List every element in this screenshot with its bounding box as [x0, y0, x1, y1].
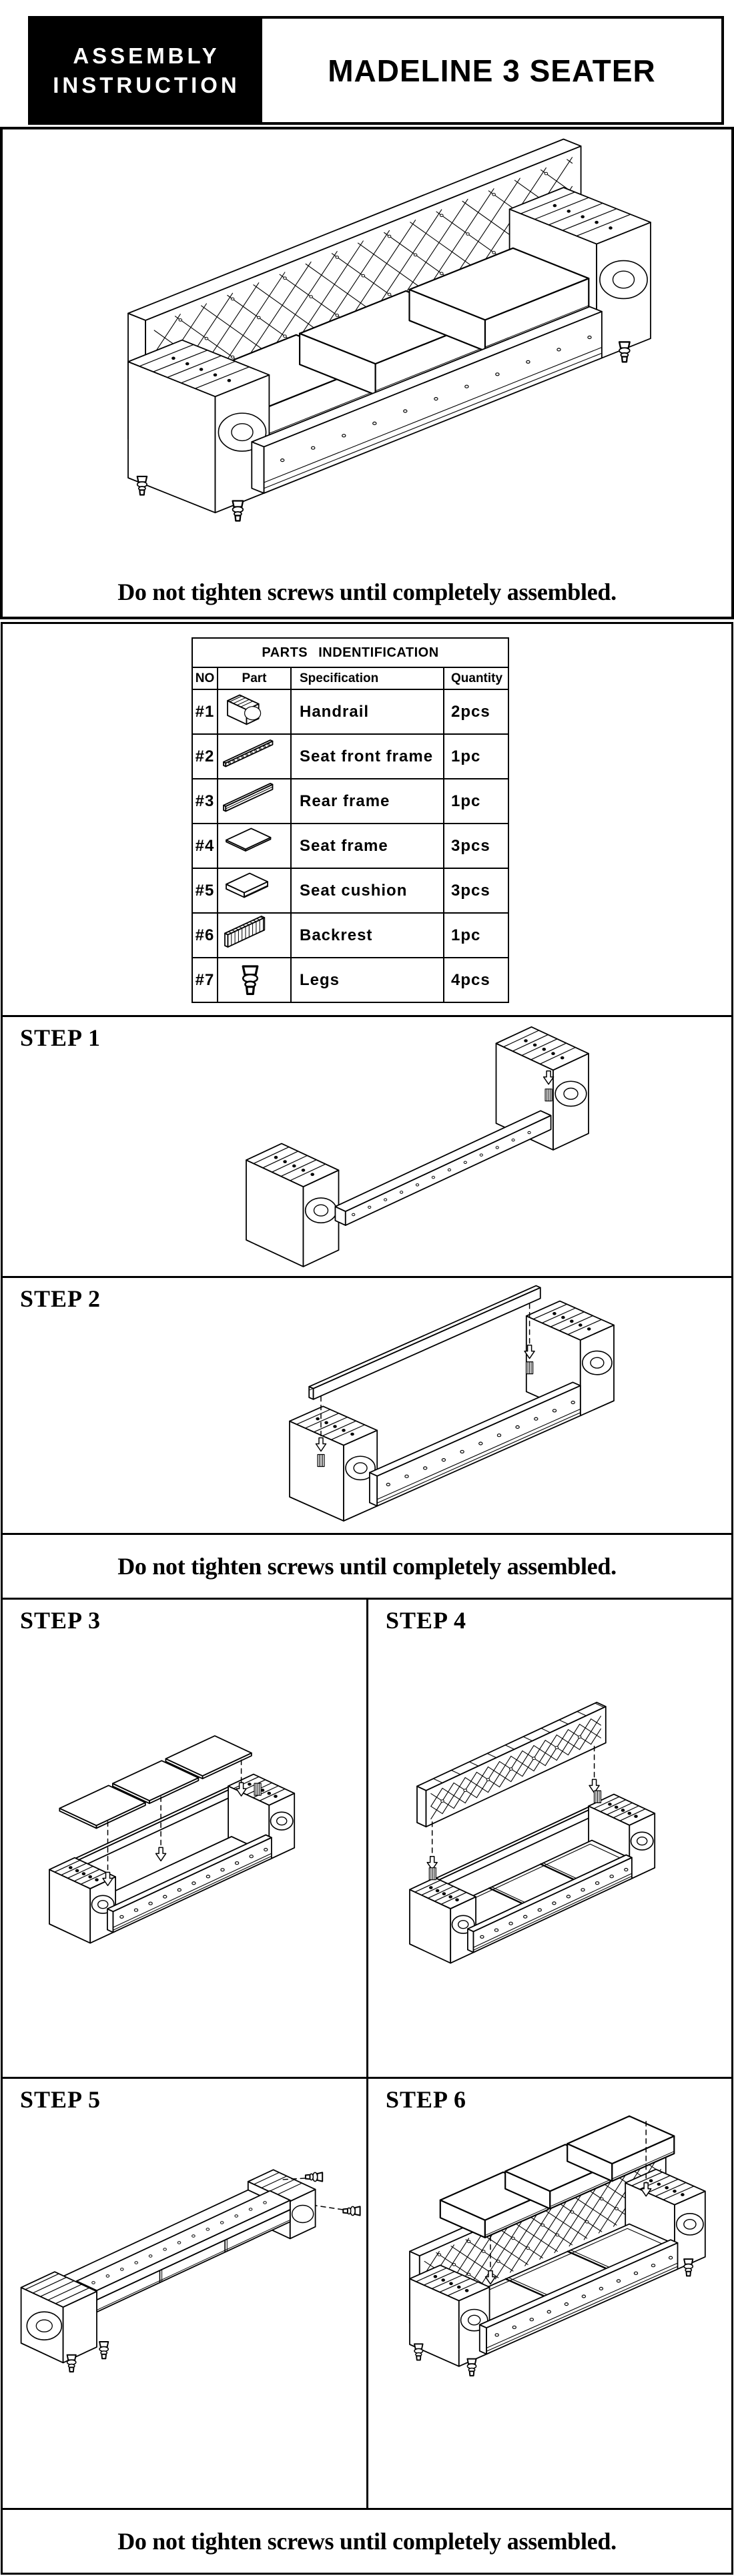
warning-band-bottom — [1, 2508, 733, 2575]
step5-label: STEP 5 — [20, 2086, 101, 2113]
step1-label: STEP 1 — [20, 1024, 101, 1051]
part-no: #7 — [192, 958, 218, 1002]
part-specification: Seat frame — [291, 824, 444, 868]
step3-label: STEP 3 — [20, 1607, 101, 1634]
part-quantity: 3pcs — [444, 824, 508, 868]
part-specification: Seat front frame — [291, 734, 444, 779]
part-quantity: 3pcs — [444, 868, 508, 913]
part-icon-cell — [218, 958, 291, 1002]
seat-frame-icon — [218, 826, 282, 867]
part-quantity: 1pc — [444, 779, 508, 824]
part-specification: Rear frame — [291, 779, 444, 824]
step5-section — [3, 2079, 368, 2508]
step2-label: STEP 2 — [20, 1285, 101, 1312]
step6-illustration — [370, 2110, 733, 2507]
step1-section — [1, 1015, 733, 1278]
parts-table-title: PARTS INDENTIFICATION — [192, 638, 508, 667]
part-no: #3 — [192, 779, 218, 824]
part-no: #1 — [192, 689, 218, 734]
legs-icon — [218, 960, 282, 1001]
step2-illustration — [166, 1285, 713, 1533]
column-header-specification: Specification — [291, 667, 444, 689]
part-specification: Seat cushion — [291, 868, 444, 913]
part-icon-cell — [218, 913, 291, 958]
table-row — [192, 779, 508, 824]
badge-line2: INSTRUCTION — [53, 72, 240, 97]
sofa-illustration — [81, 131, 669, 571]
column-header-quantity: Quantity — [444, 667, 508, 689]
table-row — [192, 689, 508, 734]
overview-section — [0, 127, 734, 619]
header — [28, 16, 724, 125]
table-row — [192, 734, 508, 779]
badge-line1: ASSEMBLY — [73, 43, 220, 68]
rear-frame-icon — [218, 781, 282, 822]
part-icon-cell — [218, 868, 291, 913]
step5-illustration — [3, 2114, 366, 2506]
step3-illustration — [3, 1637, 366, 2077]
table-row — [192, 958, 508, 1002]
assembly-instruction-badge — [31, 19, 262, 122]
parts-section — [1, 622, 733, 1017]
part-specification: Backrest — [291, 913, 444, 958]
step4-label: STEP 4 — [386, 1607, 467, 1634]
warning-band — [1, 1533, 733, 1600]
part-icon-cell — [218, 779, 291, 824]
parts-table — [192, 637, 509, 1003]
part-no: #4 — [192, 824, 218, 868]
warning-text: Do not tighten screws until completely assembled. — [117, 2528, 617, 2555]
step4-section — [368, 1600, 731, 2079]
warning-text: Do not tighten screws until completely assembled. — [117, 1553, 617, 1580]
part-no: #6 — [192, 913, 218, 958]
part-quantity: 1pc — [444, 913, 508, 958]
backrest-icon — [218, 915, 282, 956]
step3-section — [3, 1600, 368, 2079]
step4-illustration — [370, 1637, 733, 2077]
step6-section — [368, 2079, 731, 2508]
seat-cushion-icon — [218, 870, 282, 912]
step1-illustration — [146, 1025, 713, 1276]
part-icon-cell — [218, 824, 291, 868]
part-icon-cell — [218, 734, 291, 779]
product-title: MADELINE 3 SEATER — [328, 53, 656, 88]
seat-front-frame-icon — [218, 736, 282, 777]
step2-section — [1, 1276, 733, 1535]
step6-label: STEP 6 — [386, 2086, 467, 2113]
steps-grid — [1, 1598, 733, 2510]
table-row — [192, 868, 508, 913]
part-specification: Legs — [291, 958, 444, 1002]
column-header-part: Part — [218, 667, 291, 689]
warning-text: Do not tighten screws until completely assembled. — [117, 579, 617, 605]
part-quantity: 1pc — [444, 734, 508, 779]
part-icon-cell — [218, 689, 291, 734]
part-no: #2 — [192, 734, 218, 779]
column-header-no: NO — [192, 667, 218, 689]
handrail-icon — [218, 691, 282, 733]
table-row — [192, 824, 508, 868]
part-quantity: 2pcs — [444, 689, 508, 734]
part-no: #5 — [192, 868, 218, 913]
table-row — [192, 913, 508, 958]
part-quantity: 4pcs — [444, 958, 508, 1002]
part-specification: Handrail — [291, 689, 444, 734]
